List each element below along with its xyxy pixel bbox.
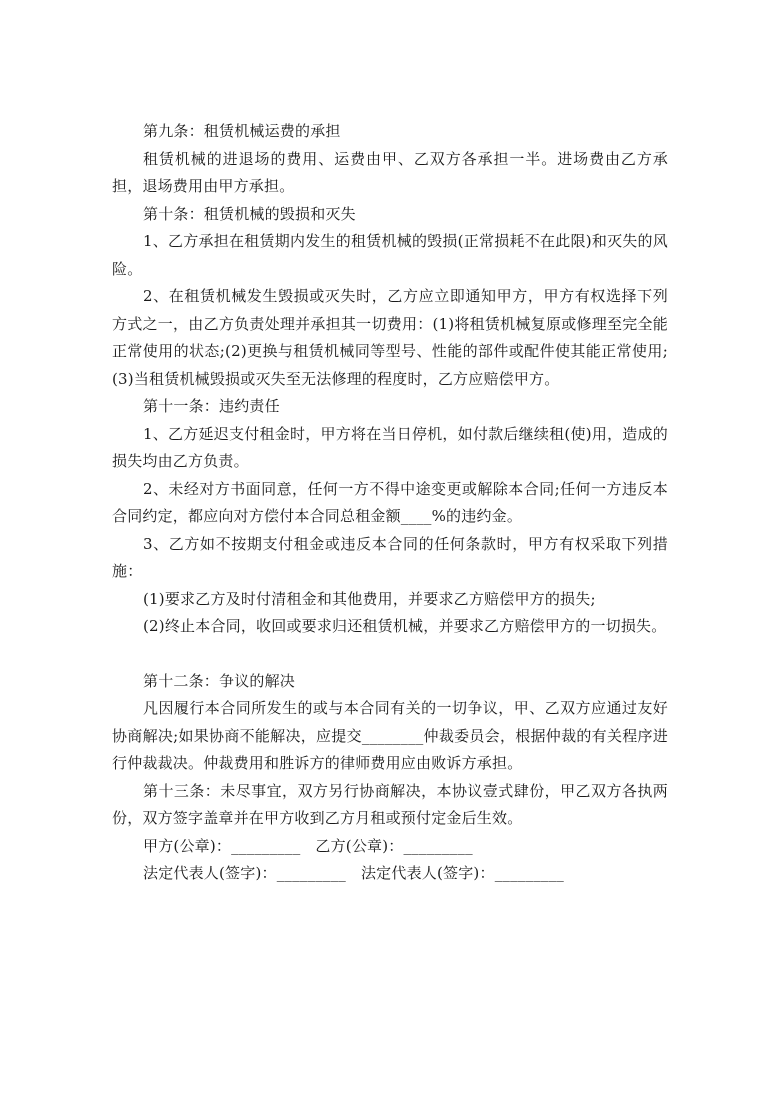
article-9-heading: 第九条：租赁机械运费的承担 — [143, 122, 341, 140]
party-a-seal: 甲方(公章)：_________ — [143, 836, 301, 855]
signature-line — [112, 860, 668, 888]
article-10-clause-2: 2、在租赁机械发生毁损或灭失时，乙方应立即通知甲方，甲方有权选择下列方式之一，由乙方负责处理并承担其一切费用：(1)将租赁机械复原或修理至完全能正常使用的状态;(2)更换与租赁机械同等型号、性能的部件或配件使其能正常使用;(3)当租赁机械毁损或灭失至无法修理的程度时，乙方应赔偿甲方。 — [112, 287, 668, 388]
section-gap — [112, 641, 668, 668]
seal-line — [112, 833, 668, 861]
article-10-heading: 第十条：租赁机械的毁损和灭失 — [143, 204, 356, 223]
document-page — [112, 118, 668, 888]
article-12-heading: 第十二条：争议的解决 — [143, 671, 296, 690]
article-12-body: 凡因履行本合同所发生的或与本合同有关的一切争议，甲、乙双方应通过友好协商解决;如果协商不能解决，应提交________仲裁委员会，根据仲裁的有关程序进行仲裁裁决。仲裁费用和胜诉方的律师费用应由败诉方承担。 — [112, 699, 668, 772]
article-11-clause-1: 1、乙方延迟支付租金时，甲方将在当日停机，如付款后继续租(使)用，造成的损失均由乙方负责。 — [112, 424, 668, 470]
article-10-clause-1: 1、乙方承担在租赁期内发生的租赁机械的毁损(正常损耗不在此限)和灭失的风险。 — [112, 232, 668, 278]
party-b-seal: 乙方(公章)：_________ — [315, 836, 473, 855]
rep-b-signature: 法定代表人(签字)：_________ — [360, 864, 564, 882]
article-11-measure-2: (2)终止本合同，收回或要求归还租赁机械，并要求乙方赔偿甲方的一切损失。 — [143, 617, 667, 635]
article-11-clause-2: 2、未经对方书面同意，任何一方不得中途变更或解除本合同;任何一方违反本合同约定，都应向对方偿付本合同总租金额____%的违约金。 — [112, 479, 668, 525]
article-13-body: 第十三条：未尽事宜，双方另行协商解决，本协议壹式肆份，甲乙双方各执两份，双方签字盖章并在甲方收到乙方月租或预付定金后生效。 — [112, 781, 668, 827]
article-11-measure-1: (1)要求乙方及时付清租金和其他费用，并要求乙方赔偿甲方的损失; — [143, 589, 596, 608]
article-11-heading: 第十一条：违约责任 — [143, 397, 280, 415]
article-11-clause-3: 3、乙方如不按期支付租金或违反本合同的任何条款时，甲方有权采取下列措施： — [112, 534, 668, 580]
rep-a-signature: 法定代表人(签字)：_________ — [143, 864, 347, 882]
article-9-body: 租赁机械的进退场的费用、运费由甲、乙双方各承担一半。进场费由乙方承担，退场费用由甲方承担。 — [112, 149, 668, 195]
